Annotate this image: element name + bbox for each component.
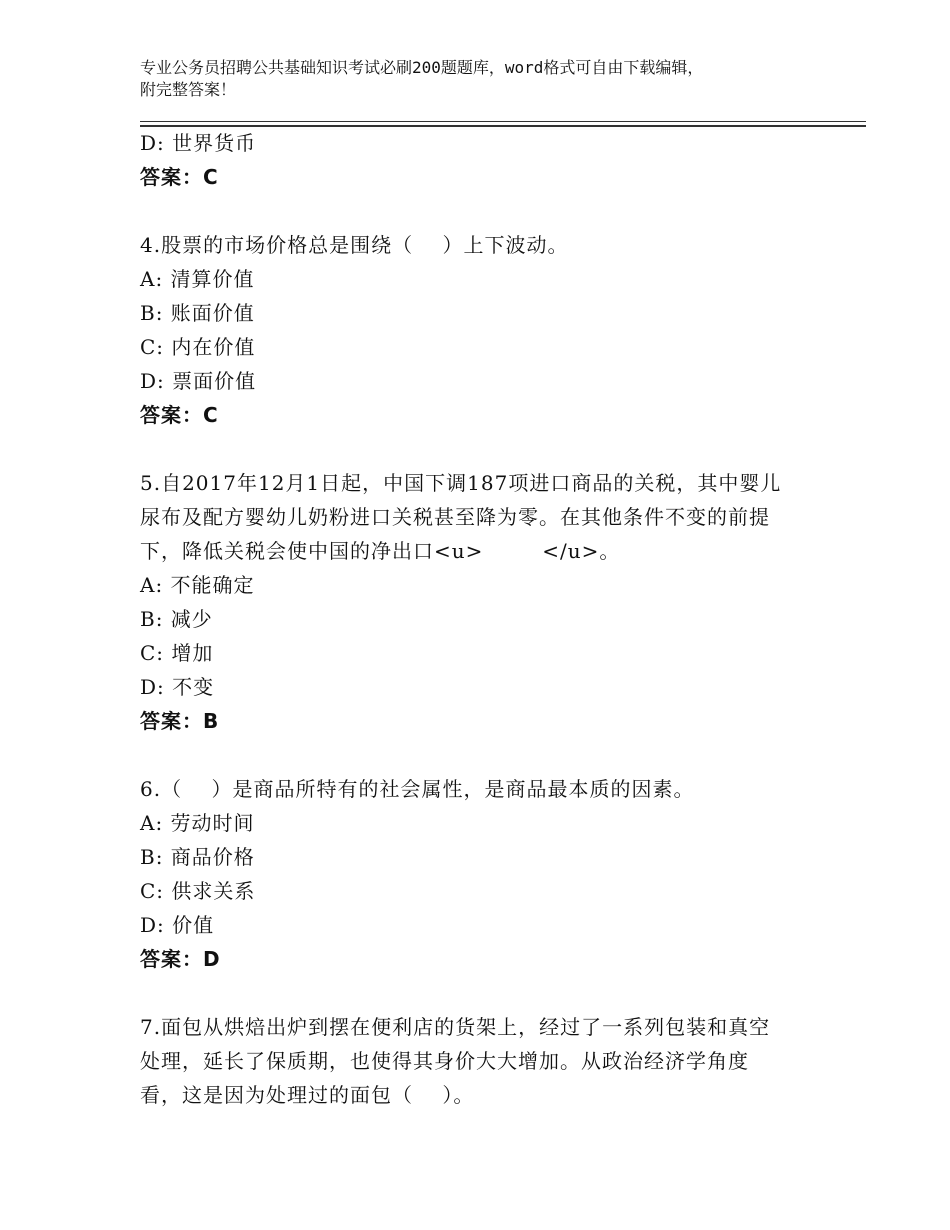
- option-c: C: 内在价值: [140, 335, 256, 359]
- option-c: C: 供求关系: [140, 879, 256, 903]
- option-d: D: 不变: [140, 675, 215, 699]
- option-b: B: 减少: [140, 607, 213, 631]
- question-3-tail: [140, 126, 830, 194]
- answer-label: 答案：C: [140, 165, 219, 189]
- question-5: [140, 466, 830, 738]
- answer-label: 答案：B: [140, 709, 220, 733]
- page-header: [140, 57, 820, 101]
- spacer: [140, 976, 830, 1010]
- spacer: [140, 738, 830, 772]
- question-stem-line-1: 5.自2017年12月1日起，中国下调187项进口商品的关税，其中婴儿: [140, 471, 782, 495]
- option-b: B: 商品价格: [140, 845, 255, 869]
- option-a: A: 清算价值: [140, 267, 255, 291]
- option-d: D: 票面价值: [140, 369, 257, 393]
- spacer: [140, 194, 830, 228]
- option-c: C: 增加: [140, 641, 214, 665]
- question-stem-line-2: 尿布及配方婴幼儿奶粉进口关税甚至降为零。在其他条件不变的前提: [140, 505, 770, 529]
- option-d: D: 世界货币: [140, 131, 257, 155]
- question-stem-line-3: 下，降低关税会使中国的净出口<u> </u>。: [140, 539, 621, 563]
- question-content: [140, 126, 830, 1112]
- option-b: B: 账面价值: [140, 301, 255, 325]
- question-6: [140, 772, 830, 976]
- header-line-2: 附完整答案！: [140, 80, 237, 99]
- answer-label: 答案：C: [140, 403, 219, 427]
- option-d: D: 价值: [140, 913, 215, 937]
- option-a: A: 不能确定: [140, 573, 255, 597]
- question-stem-line-2: 处理，延长了保质期，也使得其身价大大增加。从政治经济学角度: [140, 1049, 749, 1073]
- spacer: [140, 432, 830, 466]
- answer-label: 答案：D: [140, 947, 221, 971]
- question-stem: 6.（ ）是商品所特有的社会属性，是商品最本质的因素。: [140, 777, 695, 801]
- question-stem-line-3: 看，这是因为处理过的面包（ ）。: [140, 1083, 475, 1107]
- header-rule-top: [140, 121, 866, 122]
- question-4: [140, 228, 830, 432]
- header-line-1: 专业公务员招聘公共基础知识考试必刷200题题库，word格式可自由下载编辑，: [140, 58, 704, 77]
- question-7: [140, 1010, 830, 1112]
- option-a: A: 劳动时间: [140, 811, 255, 835]
- question-stem: 4.股票的市场价格总是围绕（ ）上下波动。: [140, 233, 569, 257]
- question-stem-line-1: 7.面包从烘焙出炉到摆在便利店的货架上，经过了一系列包装和真空: [140, 1015, 771, 1039]
